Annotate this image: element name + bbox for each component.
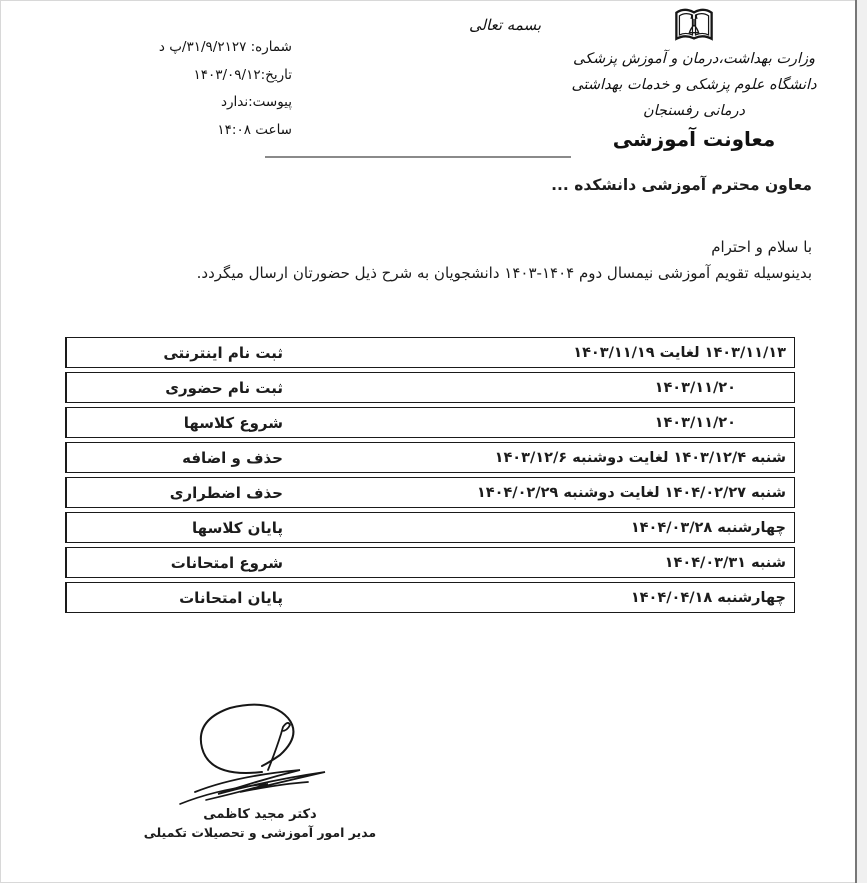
table-row (65, 477, 795, 508)
letter-meta (118, 34, 292, 144)
row-value: ۱۴۰۳/۱۱/۱۳ لغایت ۱۴۰۳/۱۱/۱۹ (573, 344, 786, 361)
table-row (65, 547, 795, 578)
row-value: شنبه ۱۴۰۴/۰۳/۳۱ (664, 554, 786, 571)
table-row (65, 442, 795, 473)
letter-attachment: پیوست:ندارد (220, 94, 292, 110)
body-text: بدینوسیله تقویم آموزشی نیمسال دوم ۱۴۰۴-۱۴۰۳ دانشجویان به شرح ذیل حضورتان ارسال میگردد. (196, 264, 812, 282)
academic-calendar-table (65, 337, 795, 617)
row-value: چهارشنبه ۱۴۰۴/۰۳/۲۸ (630, 519, 786, 536)
row-label: شروع کلاسها (66, 408, 291, 437)
signer-name: دکتر مجید کاظمی (203, 807, 317, 822)
row-label: شروع امتحانات (66, 548, 291, 577)
letter-number: شماره: ۳۱/۹/۲۱۲۷/پ د (158, 39, 292, 55)
row-value: ۱۴۰۳/۱۱/۲۰ (654, 414, 736, 431)
deputy-title: معاونت آموزشی (612, 127, 776, 151)
row-label: حذف اضطراری (66, 478, 291, 507)
row-value: شنبه ۱۴۰۳/۱۲/۴ لغایت دوشنبه ۱۴۰۳/۱۲/۶ (494, 449, 786, 466)
addressee-line (265, 156, 571, 158)
table-row (65, 512, 795, 543)
letter-time: ساعت ۱۴:۰۸ (217, 121, 292, 138)
open-book-emblem-icon (671, 4, 717, 46)
university-name: دانشگاه علوم پزشکی و خدمات بهداشتی درمانی رفسنجان (571, 77, 817, 119)
row-value: چهارشنبه ۱۴۰۴/۰۴/۱۸ (630, 589, 786, 606)
ministry-name: وزارت بهداشت،درمان و آموزش پزشکی (572, 51, 816, 67)
row-label: حذف و اضافه (66, 443, 291, 472)
table-row (65, 407, 795, 438)
besmele-text: بسمه تعالی (468, 16, 542, 34)
row-value: شنبه ۱۴۰۴/۰۲/۲۷ لغایت دوشنبه ۱۴۰۴/۰۲/۲۹ (476, 484, 786, 501)
row-label: پایان امتحانات (66, 583, 291, 612)
signature-block (140, 700, 380, 840)
row-label: ثبت نام حضوری (66, 373, 291, 402)
table-row (65, 582, 795, 613)
page-right-gutter (855, 0, 867, 883)
salutation-text: با سلام و احترام (711, 238, 812, 256)
table-row (65, 337, 795, 368)
handwritten-signature (140, 700, 380, 815)
signer-title: مدیر امور آموزشی و تحصیلات تکمیلی (143, 825, 377, 840)
table-row (65, 372, 795, 403)
row-label: ثبت نام اینترنتی (66, 338, 291, 367)
letterhead (560, 4, 828, 151)
letter-date: تاریخ:۱۴۰۳/۰۹/۱۲ (193, 66, 292, 83)
row-value: ۱۴۰۳/۱۱/۲۰ (654, 379, 736, 396)
addressee-title: معاون محترم آموزشی دانشکده ... (551, 176, 812, 194)
row-label: پایان کلاسها (66, 513, 291, 542)
